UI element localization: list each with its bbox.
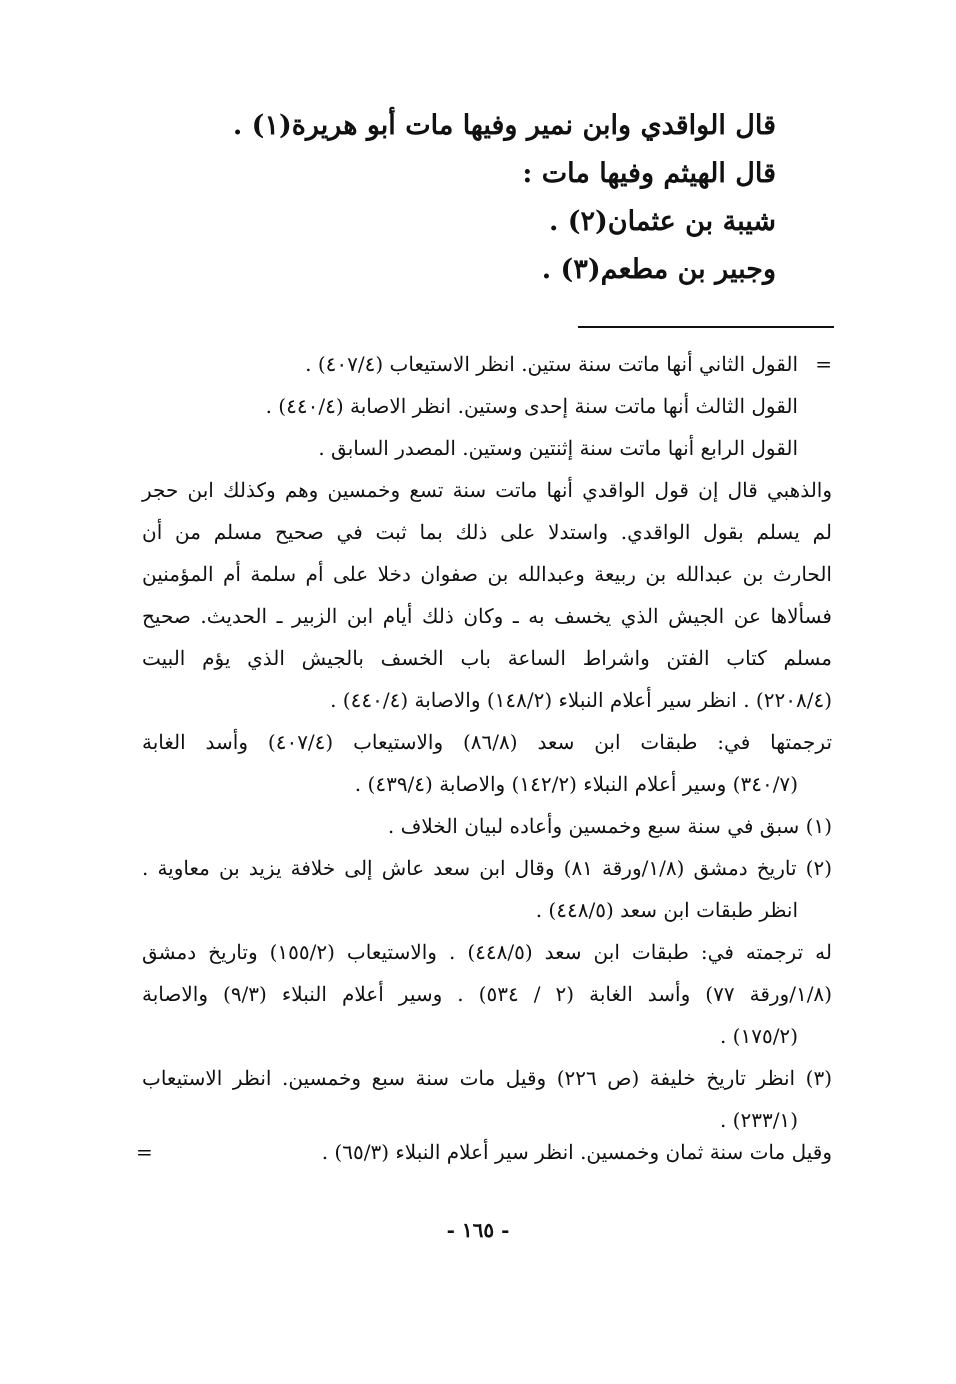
page-number: - ١٦٥ -: [446, 1218, 510, 1242]
footnote-line: (١/٨/ورقة ٧٧) وأسد الغابة (٢ / ٥٣٤) . وسير أعلام النبلاء (٩/٣) والاصابة: [142, 982, 832, 1006]
footnote-line: فسألاها عن الجيش الذي يخسف به ـ وكان ذلك أيام ابن الزبير ـ الحديث. صحيح: [142, 604, 832, 628]
footnote-line: (٣٤٠/٧) وسير أعلام النبلاء (١٤٢/٢) والاصابة (٤٣٩/٤) .: [354, 772, 798, 796]
footnote-separator: [578, 326, 834, 328]
footnote-line: (٣) انظر تاريخ خليفة (ص ٢٢٦) وقيل مات سنة سبع وخمسين. انظر الاستيعاب: [142, 1066, 832, 1090]
footnote-line: القول الثاني أنها ماتت سنة ستين. انظر الاستيعاب (٤٠٧/٤) .: [305, 352, 798, 376]
footnote-line: (٢٢٠٨/٤) . انظر سير أعلام النبلاء (١٤٨/٢) والاصابة (٤٤٠/٤) .: [330, 688, 832, 712]
main-text-line: وجبير بن مطعم(٣) .: [541, 254, 776, 285]
footnote-line: الحارث بن عبدالله بن ربيعة وعبدالله بن صفوان دخلا على أم سلمة أم المؤمنين: [142, 562, 832, 586]
main-text-line: قال الواقدي وابن نمير وفيها مات أبو هريرة(١) .: [232, 110, 776, 141]
footnote-line: القول الثالث أنها ماتت سنة إحدى وستين. انظر الاصابة (٤٤٠/٤) .: [265, 394, 798, 418]
footnote-line: (٢) تاريخ دمشق (١/٨/ورقة ٨١) وقال ابن سعد عاش إلى خلافة يزيد بن معاوية .: [142, 856, 832, 880]
main-text-line: شيبة بن عثمان(٢) .: [548, 206, 776, 237]
footnote-line: (١) سبق في سنة سبع وخمسين وأعاده لبيان الخلاف .: [387, 814, 832, 838]
footnote-line: والذهبي قال إن قول الواقدي أنها ماتت سنة تسع وخمسين وهم وكذلك ابن حجر: [142, 478, 832, 502]
footnote-line: ترجمتها في: طبقات ابن سعد (٨٦/٨) والاستيعاب (٤٠٧/٤) وأسد الغابة: [142, 730, 833, 754]
footnote-line: له ترجمته في: طبقات ابن سعد (٤٤٨/٥) . والاستيعاب (١٥٥/٢) وتاريخ دمشق: [142, 940, 832, 964]
continuation-mark-start: =: [815, 352, 832, 376]
footnote-line: لم يسلم بقول الواقدي. واستدلا على ذلك بما ثبت في صحيح مسلم من أن: [142, 520, 832, 544]
footnote-line: القول الرابع أنها ماتت سنة إثنتين وستين. المصدر السابق .: [318, 436, 798, 460]
footnote-line: (١٧٥/٢) .: [719, 1024, 798, 1048]
footnote-line: وقيل مات سنة ثمان وخمسين. انظر سير أعلام النبلاء (٦٥/٣) .: [321, 1140, 832, 1164]
continuation-mark-end: =: [136, 1140, 153, 1164]
footnote-line: (٢٣٣/١) .: [719, 1108, 798, 1132]
footnote-line: انظر طبقات ابن سعد (٤٤٨/٥) .: [535, 898, 798, 922]
main-text-line: قال الهيثم وفيها مات :: [522, 158, 776, 189]
footnote-line: مسلم كتاب الفتن واشراط الساعة باب الخسف بالجيش الذي يؤم البيت: [142, 646, 832, 670]
